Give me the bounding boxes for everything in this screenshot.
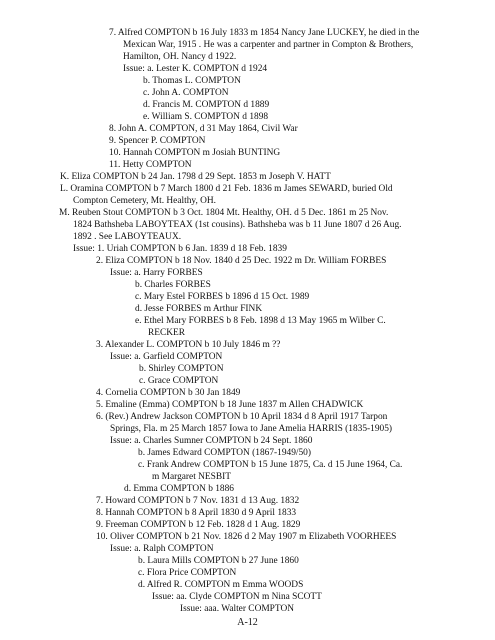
text-line: RECKER [148, 328, 185, 338]
text-line: c. Mary Estel FORBES b 1896 d 15 Oct. 1989 [135, 292, 310, 302]
text-line: Issue: a. Lester K. COMPTON d 1924 [123, 64, 268, 74]
text-line: 9. Freeman COMPTON b 12 Feb. 1828 d 1 Aug. 1829 [96, 520, 301, 530]
text-line: 2. Eliza COMPTON b 18 Nov. 1840 d 25 Dec. 1922 m Dr. William FORBES [96, 256, 387, 266]
text-line: Issue: a. Harry FORBES [110, 268, 203, 278]
text-line: 11. Hetty COMPTON [109, 160, 192, 170]
text-line: Mexican War, 1915 . He was a carpenter and partner in Compton & Brothers, [123, 40, 414, 50]
text-line: 6. (Rev.) Andrew Jackson COMPTON b 10 April 1834 d 8 April 1917 Tarpon [96, 412, 388, 422]
text-line: Compton Cemetery, Mt. Healthy, OH. [73, 196, 217, 206]
text-line: Issue: aaa. Walter COMPTON [180, 604, 294, 614]
text-line: 9. Spencer P. COMPTON [109, 136, 206, 146]
text-line: M. Reuben Stout COMPTON b 3 Oct. 1804 Mt. Healthy, OH. d 5 Dec. 1861 m 25 Nov. [59, 208, 389, 218]
text-line: 8. Hannah COMPTON b 8 April 1830 d 9 April 1833 [96, 508, 297, 518]
text-line: 5. Emaline (Emma) COMPTON b 18 June 1837 m Allen CHADWICK [96, 400, 364, 410]
text-line: Issue: aa. Clyde COMPTON m Nina SCOTT [152, 592, 322, 602]
text-line: b. James Edward COMPTON (1867-1949/50) [138, 448, 311, 458]
text-line: 7. Alfred COMPTON b 16 July 1833 m 1854 Nancy Jane LUCKEY, he died in the [109, 28, 420, 38]
text-line: Issue: 1. Uriah COMPTON b 6 Jan. 1839 d 18 Feb. 1839 [73, 244, 287, 254]
text-line: m Margaret NESBIT [152, 472, 231, 482]
text-line: Issue: a. Ralph COMPTON [110, 544, 214, 554]
text-line: 10. Oliver COMPTON b 21 Nov. 1826 d 2 May 1907 m Elizabeth VOORHEES [96, 532, 397, 542]
text-line: Issue: a. Charles Sumner COMPTON b 24 Sept. 1860 [110, 436, 313, 446]
text-line: c. John A. COMPTON [143, 88, 229, 98]
text-line: K. Eliza COMPTON b 24 Jan. 1798 d 29 Sept. 1853 m Joseph V. HATT [60, 172, 331, 182]
text-line: 4. Cornelia COMPTON b 30 Jan 1849 [96, 388, 241, 398]
text-line: c. Grace COMPTON [139, 376, 219, 386]
text-line: e. William S. COMPTON d 1898 [143, 112, 269, 122]
text-line: 10. Hannah COMPTON m Josiah BUNTING [109, 148, 281, 158]
text-line: b. Charles FORBES [135, 280, 211, 290]
text-line: 7. Howard COMPTON b 7 Nov. 1831 d 13 Aug. 1832 [96, 496, 300, 506]
text-line: c. Frank Andrew COMPTON b 15 June 1875, Ca. d 15 June 1964, Ca. [138, 460, 403, 470]
page-number: A-12 [237, 617, 258, 628]
text-line: 1824 Bathsheba LABOYTEAX (1st cousins). Bathsheba was b 11 June 1807 d 26 Aug. [73, 220, 402, 230]
text-line: c. Flora Price COMPTON [138, 568, 237, 578]
text-line: d. Alfred R. COMPTON m Emma WOODS [138, 580, 304, 590]
text-line: Hamilton, OH. Nancy d 1922. [123, 52, 237, 62]
text-line: b. Laura Mills COMPTON b 27 June 1860 [138, 556, 299, 566]
text-line: 3. Alexander L. COMPTON b 10 July 1846 m ?? [96, 340, 281, 350]
text-line: b. Shirley COMPTON [139, 364, 224, 374]
text-line: L. Oramina COMPTON b 7 March 1800 d 21 Feb. 1836 m James SEWARD, buried Old [60, 184, 393, 194]
text-line: d. Emma COMPTON b 1886 [124, 484, 234, 494]
text-line: d. Francis M. COMPTON d 1889 [143, 100, 270, 110]
text-line: Springs, Fla. m 25 March 1857 Iowa to Jane Amelia HARRIS (1835-1905) [110, 424, 392, 434]
text-line: b. Thomas L. COMPTON [143, 76, 241, 86]
text-line: 8. John A. COMPTON, d 31 May 1864, Civil War [109, 124, 298, 134]
text-line: e. Ethel Mary FORBES b 8 Feb. 1898 d 13 May 1965 m Wilber C. [135, 316, 386, 326]
text-line: Issue: a. Garfield COMPTON [110, 352, 223, 362]
text-line: d. Jesse FORBES m Arthur FINK [135, 304, 263, 314]
text-line: 1892 . See LABOYTEAUX. [73, 232, 182, 242]
